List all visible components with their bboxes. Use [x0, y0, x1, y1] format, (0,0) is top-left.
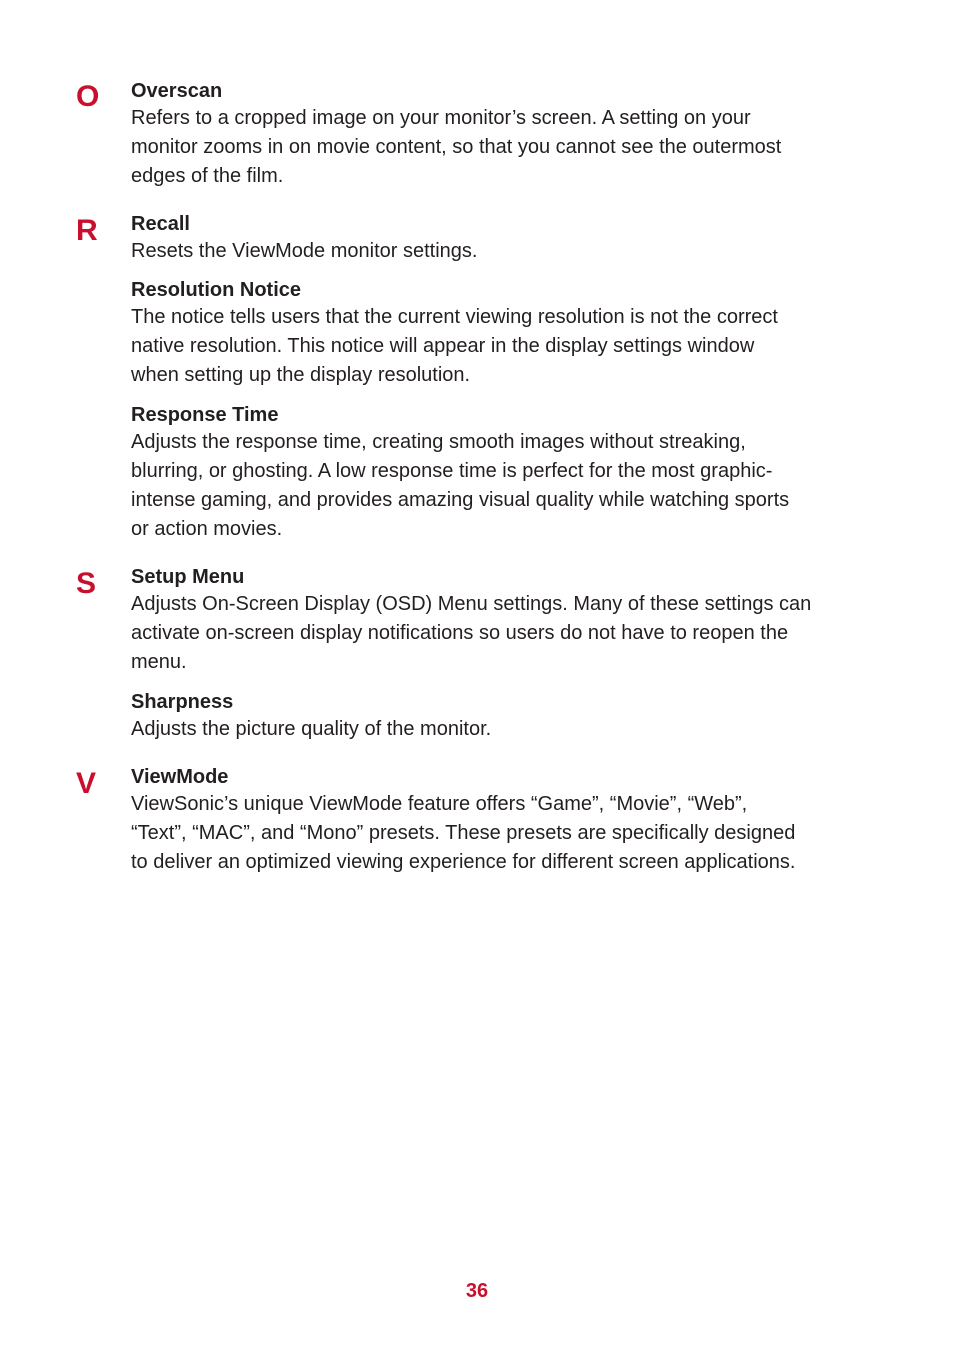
glossary-entry-resolution-notice — [131, 277, 891, 390]
entry-description: The notice tells users that the current viewing resolution is not the correct native resolution. This notice will appear in the display settings window when setting up the display resolution. — [131, 306, 778, 386]
entry-term: Response Time — [131, 404, 279, 426]
entry-description: Refers to a cropped image on your monitor’s screen. A setting on your monitor zooms in on movie content, so that you cannot see the outermost edges of the film. — [131, 107, 782, 187]
section-letter: O — [76, 80, 100, 113]
glossary-entry-viewmode — [131, 764, 891, 877]
entry-term: Sharpness — [131, 691, 234, 713]
entry-description: Adjusts the picture quality of the monitor. — [131, 718, 492, 740]
glossary-entry-setup-menu — [131, 564, 891, 677]
entry-description: Adjusts the response time, creating smooth images without streaking, blurring, or ghosting. A low response time is perfect for the most graphic- intense gaming, and provides amazing visual quality while watching sports or action movies. — [131, 431, 790, 540]
section-letter: R — [76, 214, 98, 247]
glossary-entry-response-time — [131, 402, 891, 544]
page-number: 36 — [465, 1280, 489, 1302]
entry-term: Resolution Notice — [131, 279, 302, 301]
glossary-entry-sharpness — [131, 689, 891, 744]
section-letter: V — [76, 767, 97, 800]
entry-description: Adjusts On-Screen Display (OSD) Menu settings. Many of these settings can activate on-screen display notifications so users do not have to reopen the menu. — [131, 593, 812, 673]
entry-term: Recall — [131, 213, 190, 235]
section-letter: S — [76, 567, 97, 600]
glossary-entry-recall — [131, 211, 891, 266]
entry-term: Setup Menu — [131, 566, 245, 588]
glossary-entry-overscan — [131, 78, 891, 191]
entry-description: Resets the ViewMode monitor settings. — [131, 240, 478, 262]
entry-description: ViewSonic’s unique ViewMode feature offers “Game”, “Movie”, “Web”, “Text”, “MAC”, and “Mono” presets. These presets are specifically designed to deliver an optimized viewing experience for different screen applications. — [131, 793, 796, 873]
entry-term: ViewMode — [131, 766, 229, 788]
entry-term: Overscan — [131, 80, 223, 102]
